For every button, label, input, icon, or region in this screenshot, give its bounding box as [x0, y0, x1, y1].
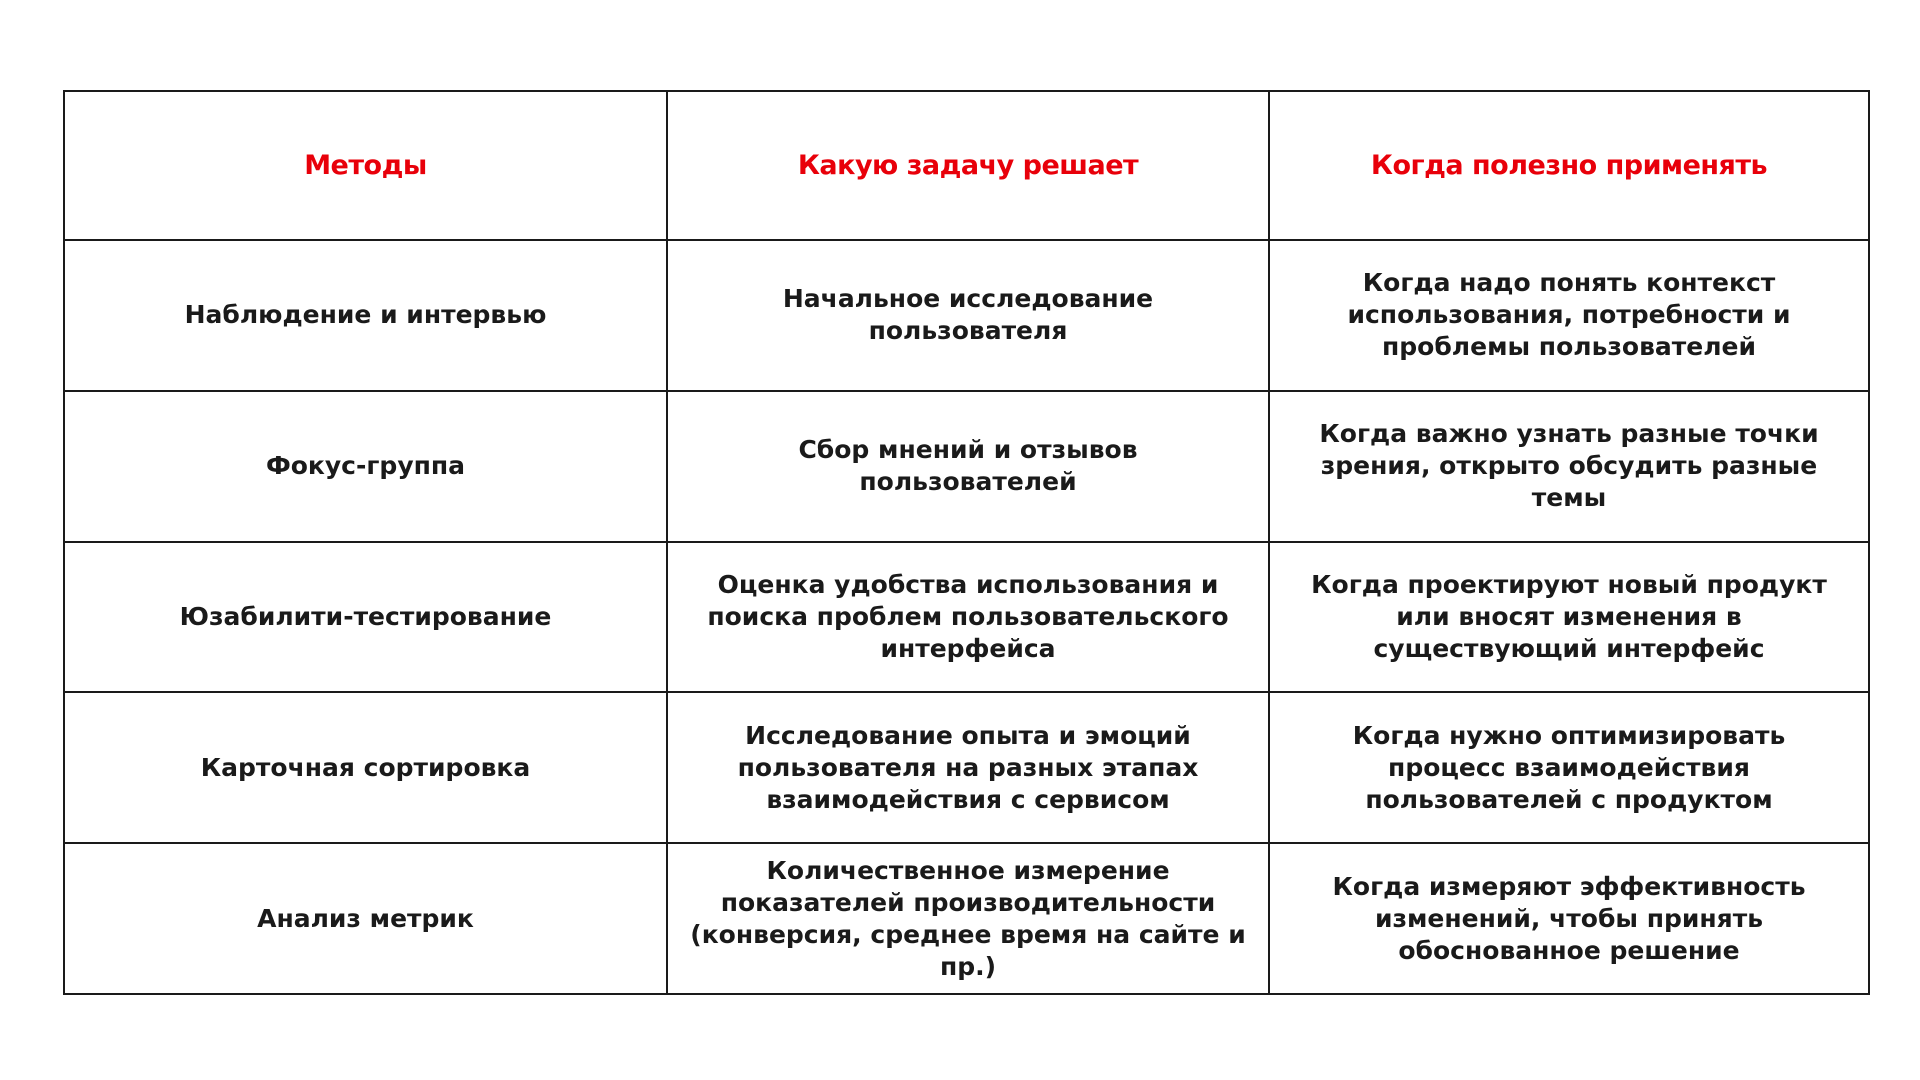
table-header-row	[64, 91, 1869, 240]
cell-when: Когда измеряют эффективность изменений, чтобы принять обоснованное решение	[1269, 843, 1869, 994]
cell-task: Начальное исследование пользователя	[667, 240, 1269, 391]
cell-task: Исследование опыта и эмоций пользователя на разных этапах взаимодействия с сервисом	[667, 692, 1269, 843]
methods-table	[63, 90, 1870, 995]
cell-when: Когда проектируют новый продукт или вносят изменения в существующий интерфейс	[1269, 542, 1869, 693]
cell-task: Количественное измерение показателей производительности (конверсия, среднее время на сайте и пр.)	[667, 843, 1269, 994]
cell-method: Юзабилити-тестирование	[64, 542, 667, 693]
cell-method: Карточная сортировка	[64, 692, 667, 843]
table-row	[64, 240, 1869, 391]
cell-when: Когда важно узнать разные точки зрения, открыто обсудить разные темы	[1269, 391, 1869, 542]
cell-when: Когда нужно оптимизировать процесс взаимодействия пользователей с продуктом	[1269, 692, 1869, 843]
cell-task: Оценка удобства использования и поиска проблем пользовательского интерфейса	[667, 542, 1269, 693]
table-row	[64, 692, 1869, 843]
header-when: Когда полезно применять	[1269, 91, 1869, 240]
cell-when: Когда надо понять контекст использования, потребности и проблемы пользователей	[1269, 240, 1869, 391]
cell-method: Анализ метрик	[64, 843, 667, 994]
cell-method: Фокус-группа	[64, 391, 667, 542]
cell-method: Наблюдение и интервью	[64, 240, 667, 391]
cell-task: Сбор мнений и отзывов пользователей	[667, 391, 1269, 542]
table-row	[64, 391, 1869, 542]
table-row	[64, 843, 1869, 994]
header-task: Какую задачу решает	[667, 91, 1269, 240]
header-methods: Методы	[64, 91, 667, 240]
table-row	[64, 542, 1869, 693]
